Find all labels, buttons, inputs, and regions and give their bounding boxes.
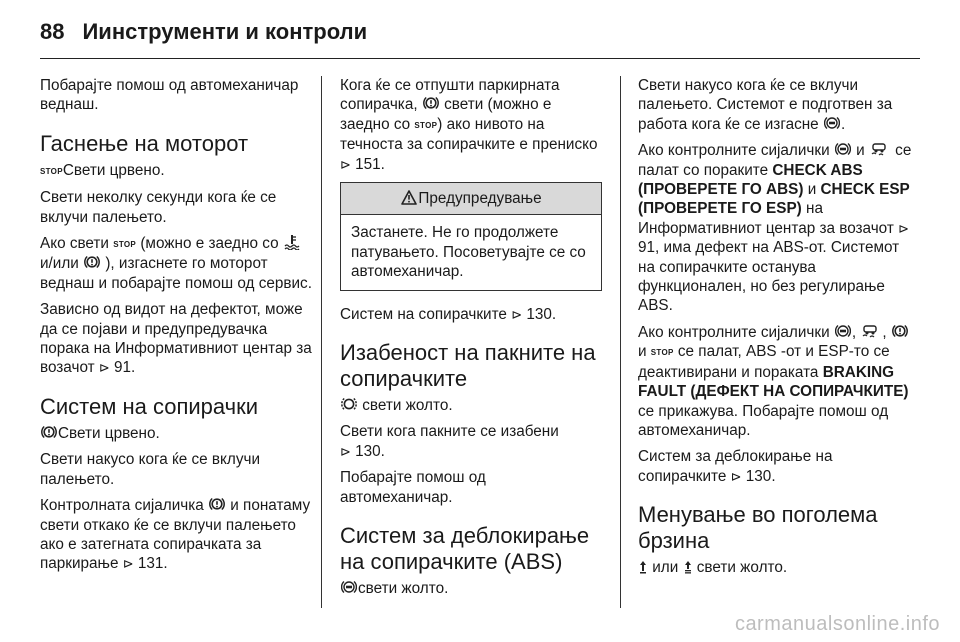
paragraph: свети жолто. [340,396,602,415]
stop-icon: STOP [113,240,137,250]
message-braking-fault: BRAKING FAULT (ДЕФЕКТ НА СОПИРАЧКИТЕ) [638,363,909,401]
column-divider [620,76,621,608]
warning-header [341,183,601,215]
section-heading-upshift: Менување во поголема брзина [638,502,878,554]
esp-skid-icon [870,141,890,157]
warning-triangle-icon [401,190,417,205]
abs-icon [835,141,851,157]
column-3 [638,76,920,585]
column-1 [40,76,312,581]
warning-box [340,182,602,291]
page-title: Иинструменти и контроли [82,19,368,44]
paragraph: STOPСвети црвено. [40,161,165,179]
column-2 [340,76,602,606]
paragraph: Свети кога пакните се изабени ⊳ 130. [340,423,559,460]
paragraph: Кога ќе се отпушти паркирната сопирачка, свети (можно е заедно со STOP) ако нивото на течноста за сопирачките е прениско ⊳ 151. [340,77,598,173]
warning-text: Застанете. Не го продолжете патувањето. Посоветувајте се со автомеханичар. [351,224,586,281]
ref-arrow-icon: ⊳ [98,360,110,376]
paragraph: Свети накусо кога ќе се вклучи палењето. [40,451,260,488]
section-heading-brake-pads: Изабеност на пакните на сопирачките [340,340,596,392]
paragraph: Свети накусо кога ќе се вклучи палењето. Системот е подготвен за работа кога ќе се изгасне . [638,77,893,133]
warning-title: Предупредување [418,190,542,208]
esp-skid-icon [861,323,881,339]
paragraph: Свети неколку секунди кога ќе се вклучи палењето. [40,189,277,226]
paragraph: Свети црвено. [40,424,312,443]
upshift-arrow-double-icon [684,560,692,574]
paragraph: Побарајте помош од автомеханичар. [340,469,486,506]
abs-icon [341,579,357,595]
stop-icon: STOP [650,348,674,358]
ref-arrow-icon: ⊳ [511,306,523,322]
paragraph: Систем на сопирачките ⊳ 130. [340,305,557,323]
paragraph: Побарајте помош од автомеханичар веднаш. [40,77,299,114]
coolant-temperature-icon [284,234,300,250]
watermark: carmanualsonline.info [734,613,940,635]
brake-system-icon [892,323,908,339]
stop-icon: STOP [414,120,438,130]
paragraph: или свети жолто. [638,558,920,577]
paragraph: Ако свети STOP (можно е заедно со и/или ), изгаснете го моторот веднаш и побарајте помош од сервис. [40,235,312,292]
section-heading-brake-system: Систем на сопирачки [40,393,259,419]
message-check-esp: CHECK ESP (ПРОВЕРЕТЕ ГО ESP) [638,181,910,218]
paragraph: Ако контролните сијалички , , и STOP се палат, ABS -от и ESP-то се деактивирани и пораката BRAKING FAULT (ДЕФЕКТ НА СОПИРАЧКИТЕ) се прикажува. Побарајте помош од автомеханичар. [638,323,909,439]
page-number: 88 [40,19,65,44]
paragraph: Зависно од видот на дефектот, може да се појави и предупредувачка порака на Информативниот центар за возачот ⊳ 91. [40,301,312,377]
stop-icon: STOP [40,166,63,176]
brake-pad-wear-icon [341,396,357,412]
brake-system-icon [84,254,100,270]
upshift-arrow-icon [639,560,647,574]
section-heading-abs: Систем за деблокирање на сопирачките (ABS) [340,523,590,575]
paragraph: Ако контролните сијалички и се палат со пораките CHECK ABS (ПРОВЕРЕТЕ ГО ABS) и CHECK ESP (ПРОВЕРЕТЕ ГО ESP) на Информативниот центар за возачот ⊳ 91, има дефект на ABS-от. Системот на сопирачките останува функционален, но без регулирање ABS. [638,142,912,315]
page-header [40,12,367,52]
paragraph: Систем за деблокирање на сопирачките ⊳ 130. [638,448,833,485]
abs-icon [824,115,840,131]
brake-system-icon [209,496,225,512]
ref-arrow-icon: ⊳ [122,556,134,572]
brake-system-icon [41,424,57,440]
header-rule [40,58,920,59]
abs-icon [835,323,851,339]
paragraph: Контролната сијаличка и понатаму свети откако ќе се вклучи палењето ако е затегната сопирачката за паркирање ⊳ 131. [40,497,311,573]
ref-arrow-icon: ⊳ [898,220,910,236]
column-divider [321,76,322,608]
message-check-abs: CHECK ABS (ПРОВЕРЕТЕ ГО ABS) [638,161,863,199]
ref-arrow-icon: ⊳ [340,443,351,459]
paragraph: свети жолто. [340,579,602,598]
brake-system-icon [423,95,439,111]
ref-arrow-icon: ⊳ [340,156,351,172]
ref-arrow-icon: ⊳ [730,468,742,484]
section-heading-engine-off: Гаснење на моторот [40,130,249,156]
